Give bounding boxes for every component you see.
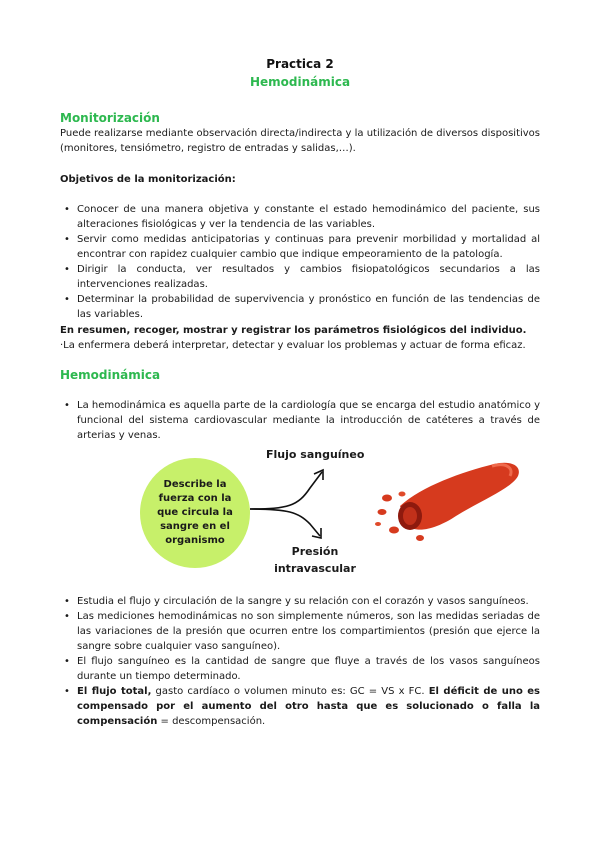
list-item: • Determinar la probabilidad de supervivencia y pronóstico en función de las tendencias de las variables. <box>60 292 540 322</box>
presion-label-line1: Presión <box>291 545 339 558</box>
monitorizacion-intro: Puede realizarse mediante observación directa/indirecta y la utilización de diversos dispositivos (monitores, tensiómetro, registro de entradas y salidas,…). <box>60 128 541 154</box>
list-item: • Dirigir la conducta, ver resultados y cambios fisiopatológicos secundarios a las intervenciones realizadas. <box>60 262 540 292</box>
objetivos-list <box>60 202 540 322</box>
definition-circle <box>140 458 250 568</box>
presion-label-line2: intravascular <box>274 562 356 575</box>
deficit-bold: El déficit de uno es compensado por el aumento del otro hasta que es solucionado o falla la compensación <box>77 686 540 727</box>
hemodinamica-diagram <box>140 446 540 576</box>
list-item: • El flujo sanguíneo es la cantidad de sangre que fluye a través de los vasos sanguíneos durante un tiempo determinado. <box>60 654 540 684</box>
branch-arrows-icon <box>248 466 358 546</box>
flujo-total-text: gasto cardíaco o volumen minuto es: GC = VS x FC. <box>151 686 429 697</box>
hemodinamica-def-list <box>60 398 540 443</box>
circle-text: Describe la fuerza con la que circula la sangre en el organismo <box>157 479 233 546</box>
page-title: Practica 2 <box>266 57 334 71</box>
descompensacion-text: = descompensación. <box>157 716 266 727</box>
section-heading-monitorizacion: Monitorización <box>60 111 160 125</box>
blood-vessel-icon <box>372 446 542 546</box>
section-heading-hemodinamica: Hemodinámica <box>60 368 161 382</box>
flujo-sanguineo-label: Flujo sanguíneo <box>266 448 365 461</box>
hemodinamica-points-list <box>60 594 540 729</box>
list-item-flujo-total <box>60 684 540 729</box>
resumen-text: En resumen, recoger, mostrar y registrar los parámetros fisiológicos del individuo. <box>60 325 527 336</box>
flujo-total-bold: El flujo total, <box>77 686 152 697</box>
list-item: • La hemodinámica es aquella parte de la cardiología que se encarga del estudio anatómico y funcional del sistema cardiovascular mediante la introducción de catéteres a través de arterias y venas. <box>60 398 540 443</box>
list-item: • Conocer de una manera objetiva y constante el estado hemodinámico del paciente, sus alteraciones fisiológicas y ver la tendencia de las variables. <box>60 202 540 232</box>
objetivos-heading: Objetivos de la monitorización: <box>60 174 236 185</box>
list-item: • Estudia el flujo y circulación de la sangre y su relación con el corazón y vasos sanguíneos. <box>60 594 540 609</box>
presion-intravascular-label <box>270 543 360 577</box>
list-item: • Las mediciones hemodinámicas no son simplemente números, son las medidas seriadas de las variaciones de la presión que ocurren entre los compartimientos (presión que ejerce la sangre sobre cualquier vaso sanguíneo). <box>60 609 540 654</box>
enfermera-text: ·La enfermera deberá interpretar, detectar y evaluar los problemas y actuar de forma eficaz. <box>60 340 526 351</box>
list-item: • Servir como medidas anticipatorias y continuas para prevenir morbilidad y mortalidad al encontrar con rapidez cualquier cambio que indique empeoramiento de la patología. <box>60 232 540 262</box>
page-subtitle: Hemodinámica <box>249 75 351 89</box>
